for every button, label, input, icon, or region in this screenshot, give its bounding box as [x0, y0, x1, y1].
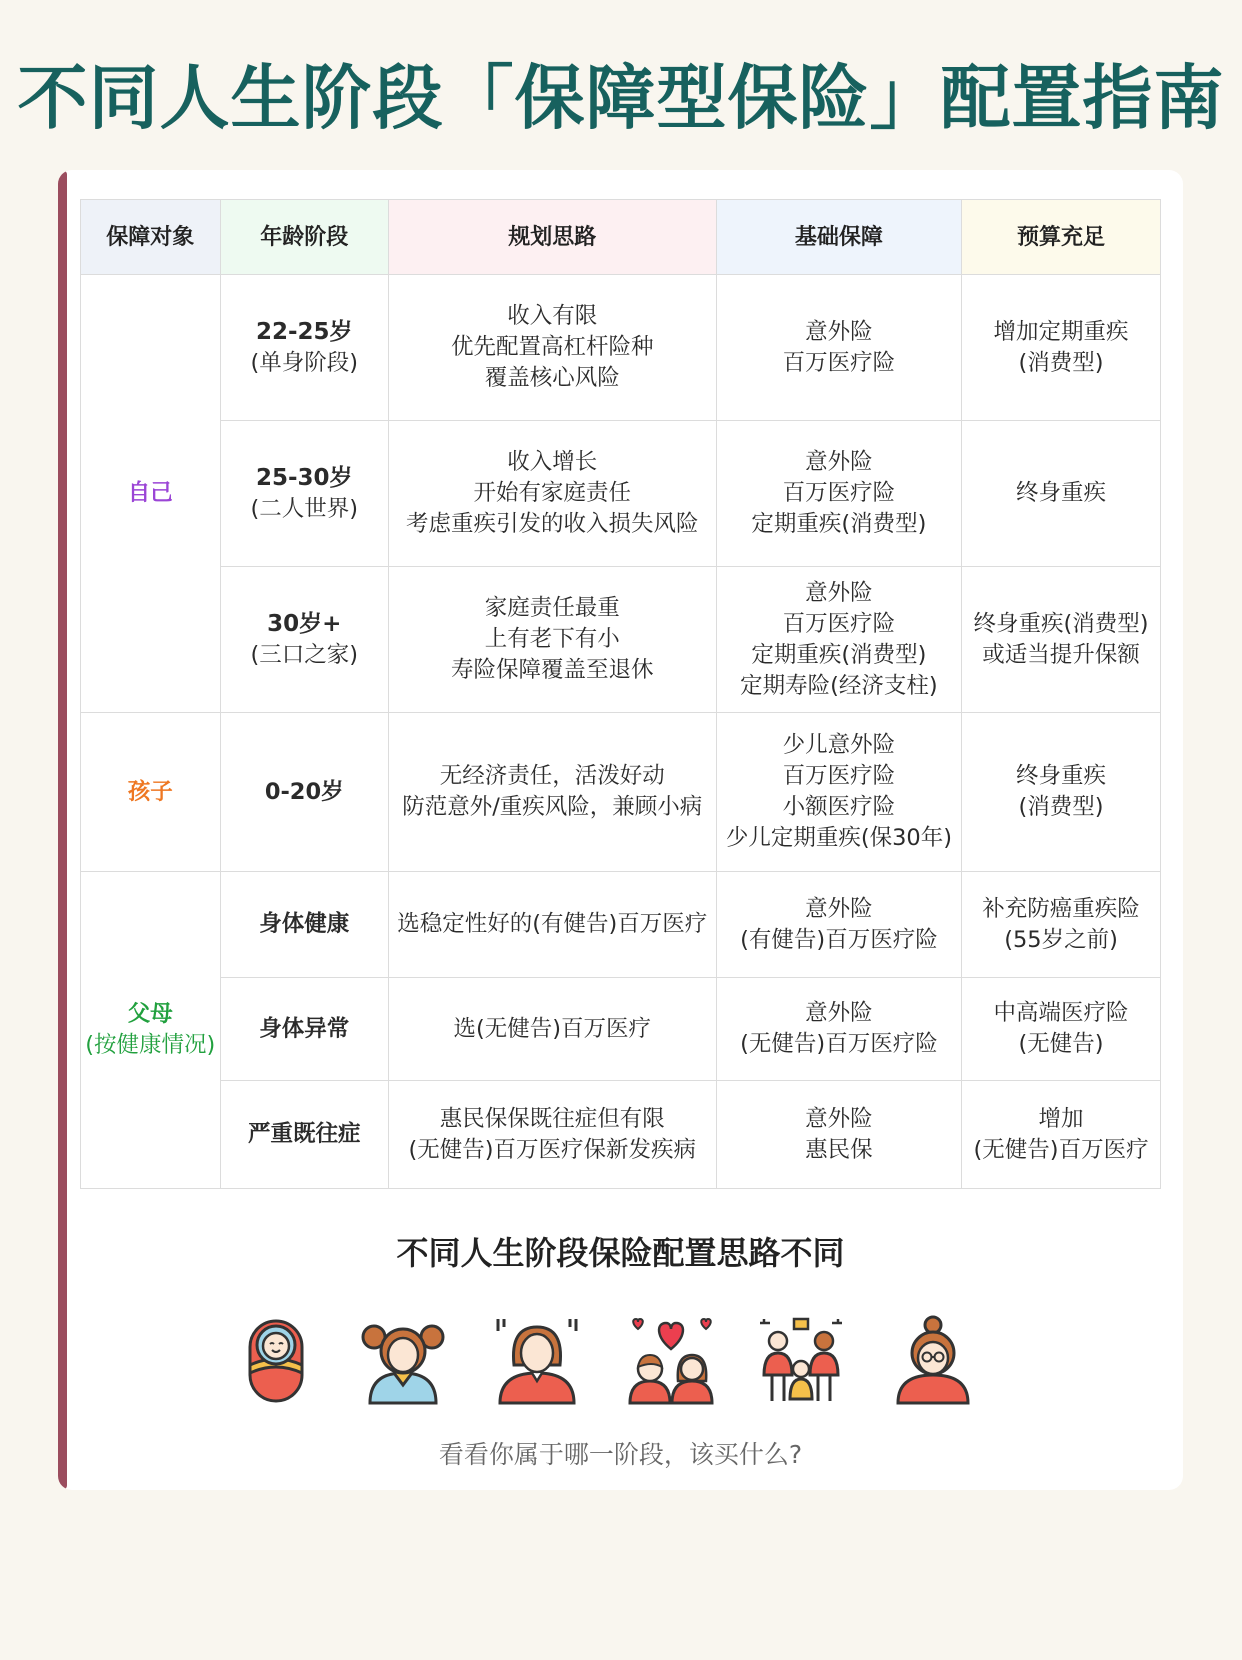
- group-parents-label: 父母: [127, 1001, 173, 1027]
- plan-cell: 选稳定性好的(有健告)百万医疗: [388, 872, 716, 978]
- section-subtitle: 不同人生阶段保险配置思路不同: [396, 1234, 845, 1272]
- plan-cell: 惠民保保既往症但有限 (无健告)百万医疗保新发疾病: [388, 1081, 716, 1189]
- life-stage-icons: [58, 1315, 1183, 1405]
- plan-cell: 家庭责任最重 上有老下有小 寿险保障覆盖至退休: [388, 567, 716, 713]
- footer-question: 看看你属于哪一阶段，该买什么?: [438, 1440, 803, 1469]
- page-title: 不同人生阶段「保障型保险」配置指南: [17, 57, 1225, 139]
- young-woman-icon: [492, 1315, 582, 1405]
- group-kid: 孩子: [81, 713, 221, 872]
- base-cell: 少儿意外险 百万医疗险 小额医疗险 少儿定期重疾(保30年): [716, 713, 961, 872]
- elderly-woman-icon: [888, 1315, 978, 1405]
- plan-cell: 无经济责任，活泼好动 防范意外/重疾风险，兼顾小病: [388, 713, 716, 872]
- budget-cell: 中高端医疗险 (无健告): [962, 978, 1161, 1081]
- budget-cell: 增加 (无健告)百万医疗: [962, 1081, 1161, 1189]
- base-cell: 意外险 百万医疗险 定期重疾(消费型): [716, 421, 961, 567]
- table-row: [81, 978, 1161, 1081]
- base-cell: 意外险 (有健告)百万医疗险: [716, 872, 961, 978]
- base-cell: 意外险 惠民保: [716, 1081, 961, 1189]
- header-base: 基础保障: [716, 200, 961, 275]
- couple-love-icon: [626, 1315, 716, 1405]
- girl-icon: [358, 1315, 448, 1405]
- table-row: [81, 713, 1161, 872]
- table-row: [81, 1081, 1161, 1189]
- baby-icon: [228, 1315, 318, 1405]
- group-parents: [81, 872, 221, 1189]
- budget-cell: 终身重疾 (消费型): [962, 713, 1161, 872]
- base-cell: 意外险 百万医疗险 定期重疾(消费型) 定期寿险(经济支柱): [716, 567, 961, 713]
- group-self: 自己: [81, 275, 221, 713]
- table-row: [81, 275, 1161, 421]
- header-target: 保障对象: [81, 200, 221, 275]
- header-budget: 预算充足: [962, 200, 1161, 275]
- age-note: (二人世界): [250, 495, 358, 522]
- family-icon: [756, 1315, 846, 1405]
- age-cell: [220, 421, 388, 567]
- age-cell: [220, 275, 388, 421]
- table-row: [81, 872, 1161, 978]
- age-note: (三口之家): [250, 641, 358, 668]
- table-row: [81, 421, 1161, 567]
- plan-cell: 收入增长 开始有家庭责任 考虑重疾引发的收入损失风险: [388, 421, 716, 567]
- age-label: 22-25岁: [255, 318, 353, 345]
- accent-bar: [58, 170, 67, 1490]
- header-plan: 规划思路: [388, 200, 716, 275]
- budget-cell: 补充防癌重疾险 (55岁之前): [962, 872, 1161, 978]
- health-cell: 严重既往症: [220, 1081, 388, 1189]
- plan-cell: 收入有限 优先配置高杠杆险种 覆盖核心风险: [388, 275, 716, 421]
- base-cell: 意外险 (无健告)百万医疗险: [716, 978, 961, 1081]
- health-cell: 身体健康: [220, 872, 388, 978]
- group-parents-sublabel: (按健康情况): [85, 1032, 216, 1058]
- age-label: 25-30岁: [255, 464, 353, 491]
- table-row: [81, 567, 1161, 713]
- guide-card: [58, 170, 1183, 1490]
- health-cell: 身体异常: [220, 978, 388, 1081]
- age-cell: 0-20岁: [220, 713, 388, 872]
- insurance-guide-table: [80, 199, 1161, 1189]
- header-age: 年龄阶段: [220, 200, 388, 275]
- base-cell: 意外险 百万医疗险: [716, 275, 961, 421]
- budget-cell: 终身重疾: [962, 421, 1161, 567]
- table-header-row: [81, 200, 1161, 275]
- plan-cell: 选(无健告)百万医疗: [388, 978, 716, 1081]
- age-cell: [220, 567, 388, 713]
- budget-cell: 增加定期重疾 (消费型): [962, 275, 1161, 421]
- age-label: 30岁+: [267, 610, 342, 637]
- budget-cell: 终身重疾(消费型) 或适当提升保额: [962, 567, 1161, 713]
- age-note: (单身阶段): [250, 349, 358, 376]
